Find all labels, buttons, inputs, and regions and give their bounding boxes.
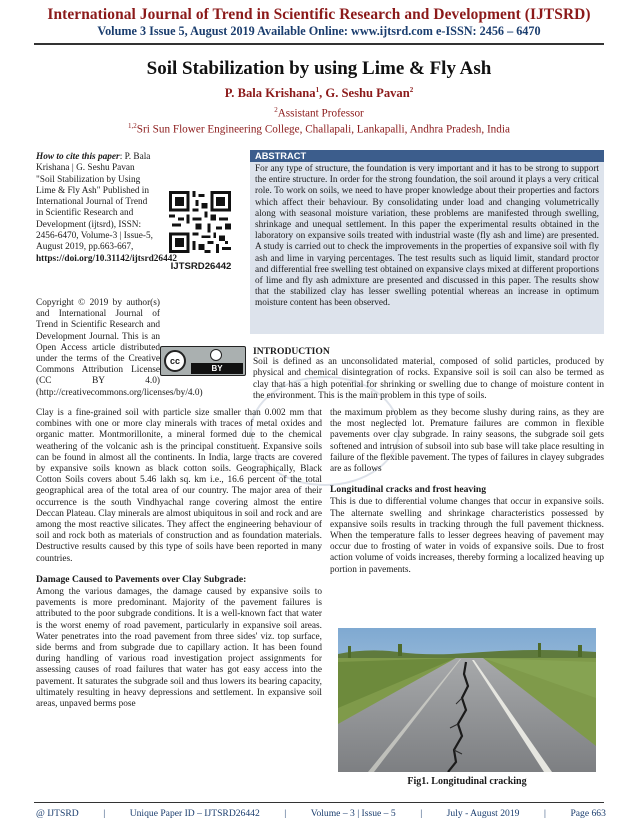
citation-doi-link[interactable]: https://doi.org/10.31142/ijtsrd26442	[36, 253, 178, 264]
page-footer	[36, 808, 606, 819]
author-2: , G. Seshu Pavan	[319, 86, 410, 101]
copyright-notice	[36, 298, 203, 408]
footer-date: July - August 2019	[446, 808, 520, 819]
cracks-paragraph: This is due to differential volume changes that occur in expansive soils. The alternate swelling and shrinkage characteristics possessed by expansive soils results in tracking through the full pavement thickness. When the temperature falls to lesser degrees heaving of pavement may occur due to frosting of water in voids of expansive soils. Due to frost action volume of voids increases, thereby forming a localized heaving up portion in pavements.	[330, 497, 604, 575]
journal-name: International Journal of Trend in Scientific Research and Development (IJTSRD)	[47, 6, 591, 23]
damage-paragraph: Among the various damages, the damage caused by expansive soils to pavements is more predominant. Majority of the pavement failures is attributed to the poor subgrade conditions. It is a well-known fact that water is the worst enemy of road pavement, particularly in expansive soil areas. Water penetrates into the road pavement from three sides' viz. top surface, side berms and from subgrade due to capillary action. It has been found during handling of various road investigation project assignments for assessing causes of road failures that water has got easy access into the pavement. It saturates the subgrade soil and thus lowers its bearing capacity, ultimately resulting in heavy depressions and settlement. In expansive soil areas, unpaved berms pose	[36, 587, 322, 710]
footer-rule	[34, 802, 604, 803]
affil-sup: 1,2	[128, 122, 137, 130]
footer-separator: |	[420, 808, 423, 819]
paper-title: Soil Stabilization by using Lime & Fly Ash	[146, 58, 492, 79]
citation-block	[36, 152, 246, 273]
footer-volume: Volume – 3 | Issue – 5	[310, 808, 396, 819]
right-column	[330, 408, 604, 585]
citation-label: How to cite this paper	[36, 152, 120, 162]
cc-by-label: BY	[191, 363, 243, 374]
author-role	[0, 106, 638, 120]
author-1-sup: 1	[315, 86, 320, 94]
introduction-section	[253, 346, 604, 411]
footer-page-number: Page 663	[570, 808, 606, 819]
role-sup: 2	[274, 106, 278, 114]
footer-paper-id: Unique Paper ID – IJTSRD26442	[129, 808, 260, 819]
abstract-box	[250, 150, 604, 334]
introduction-body: Soil is defined as an unconsolidated material, composed of solid particles, produced by physical and chemical disintegration of rocks. Expansive soil is soil can also be termed as clay that has a high potential for shrinking or swelling due to change of moisture content in the environment. This is the main problem in this type of soils.	[253, 357, 604, 401]
qr-paper-id: IJTSRD26442	[170, 261, 232, 273]
introduction-heading: INTRODUCTION	[253, 346, 330, 357]
abstract-body: For any type of structure, the foundation is very important and it has to be strong to support the entire structure. In order for the strong foundation, the soil around it plays a very critical role. To work on soils, we need to have proper knowledge about their properties and factors which affect their behaviour. By consolidating under load and changing volumetrically along with seasonal moisture variation, these problems are manifested through swelling, shrinkage and unequal settlement. In this paper the experimental results obtained in the laboratory on expansive soils treated with industrial waste (fly ash and lime) are presented. A study is carried out to check the improvements in the properties of expansive soil with fly ash and lime in varying percentages. The test results such as liquid limit, standard proctor and differential free swelling test obtained on expansive clays mixed at different proportions of lime and fly ash admixture are presented and discussed in this paper. The results show that the stabilized clay has lesser swelling potential whereas an increase in optimum moisture content has been observed.	[255, 164, 599, 309]
cracks-heading: Longitudinal cracks and frost heaving	[330, 484, 487, 496]
citation-body: : P. Bala Krishana | G. Seshu Pavan "Soil Stabilization by Using Lime & Fly Ash" Published in International Journal of Trend in Scientific Research and Development (ijtsrd), ISSN: 2456-6470, Volume-3 | Issue-5, August 2019, pp.663-667,	[36, 152, 153, 253]
cc-by-license-badge[interactable]	[160, 346, 246, 376]
paper-authors	[0, 86, 638, 101]
abstract-heading: ABSTRACT	[250, 150, 604, 162]
affil-text: Sri Sun Flower Engineering College, Challapali, Lankapalli, Andhra Pradesh, India	[136, 123, 510, 136]
footer-separator: |	[284, 808, 287, 819]
journal-issue-line: Volume 3 Issue 5, August 2019 Available Online: www.ijtsrd.com e-ISSN: 2456 – 6470	[97, 24, 541, 38]
citation-text	[36, 152, 154, 254]
header-rule	[34, 43, 604, 45]
clay-paragraph: Clay is a fine-grained soil with particle size smaller than 0.002 mm that combines with one or more clay minerals with traces of metal oxides and organic matter. Montmorillonite, a mineral formed due to the chemical weathering of the volcanic ash is the principal constituent. Expansive soils can be found in almost all the continents. In India, large tracts are covered by expansive soils known as black cotton soils. Geographically, Black Cotton Soils covers about 5.46 lakh sq. km i.e., 16.6 percent of the total geographical area of the total area of our country. The major area of their occurrence is the south Vindhyachal range covering almost the entire Deccan Plateau. Clay minerals are almost ubiquitous in soil and rock and are among the most reactive silicates. They affect the engineering behaviour of soil and rock both as materials of construction and as foundation materials. Destructive results caused by this type of soils have been reported in many countries.	[36, 408, 322, 564]
qr-code-icon	[168, 190, 232, 254]
failures-paragraph: the maximum problem as they become slushy during rains, as they are the most neglected lot. Premature failures are common in flexible pavements over clay subgrade. In rainy seasons, the subgrade soil gets softened and intrusion of subsoil into sub base will take place resulting in failure of the flexible pavement. The types of failures in clayey subgrades are as follows	[330, 408, 604, 475]
figure-caption: Fig1. Longitudinal cracking	[407, 776, 527, 787]
qr-block	[158, 190, 244, 273]
author-2-sup: 2	[409, 86, 414, 94]
damage-heading: Damage Caused to Pavements over Clay Subgrade:	[36, 573, 247, 585]
footer-separator: |	[543, 808, 546, 819]
attribution-person-icon	[210, 349, 222, 361]
left-column	[36, 408, 322, 719]
copyright-text: Copyright © 2019 by author(s) and International Journal of Trend in Scientific Research and Development Journal. This is an Open Access article distributed under the terms of the Creative Commons Attribution License (CC BY 4.0) (http://creativecommons.org/licenses/by/4.0)	[36, 298, 203, 398]
longitudinal-cracking-photo	[338, 628, 596, 772]
author-1: P. Bala Krishana	[224, 86, 316, 101]
footer-separator: |	[103, 808, 106, 819]
role-text: Assistant Professor	[277, 107, 364, 120]
cc-icon: cc	[164, 350, 186, 372]
footer-site: @ IJTSRD	[36, 808, 79, 819]
author-affiliation	[0, 122, 638, 136]
